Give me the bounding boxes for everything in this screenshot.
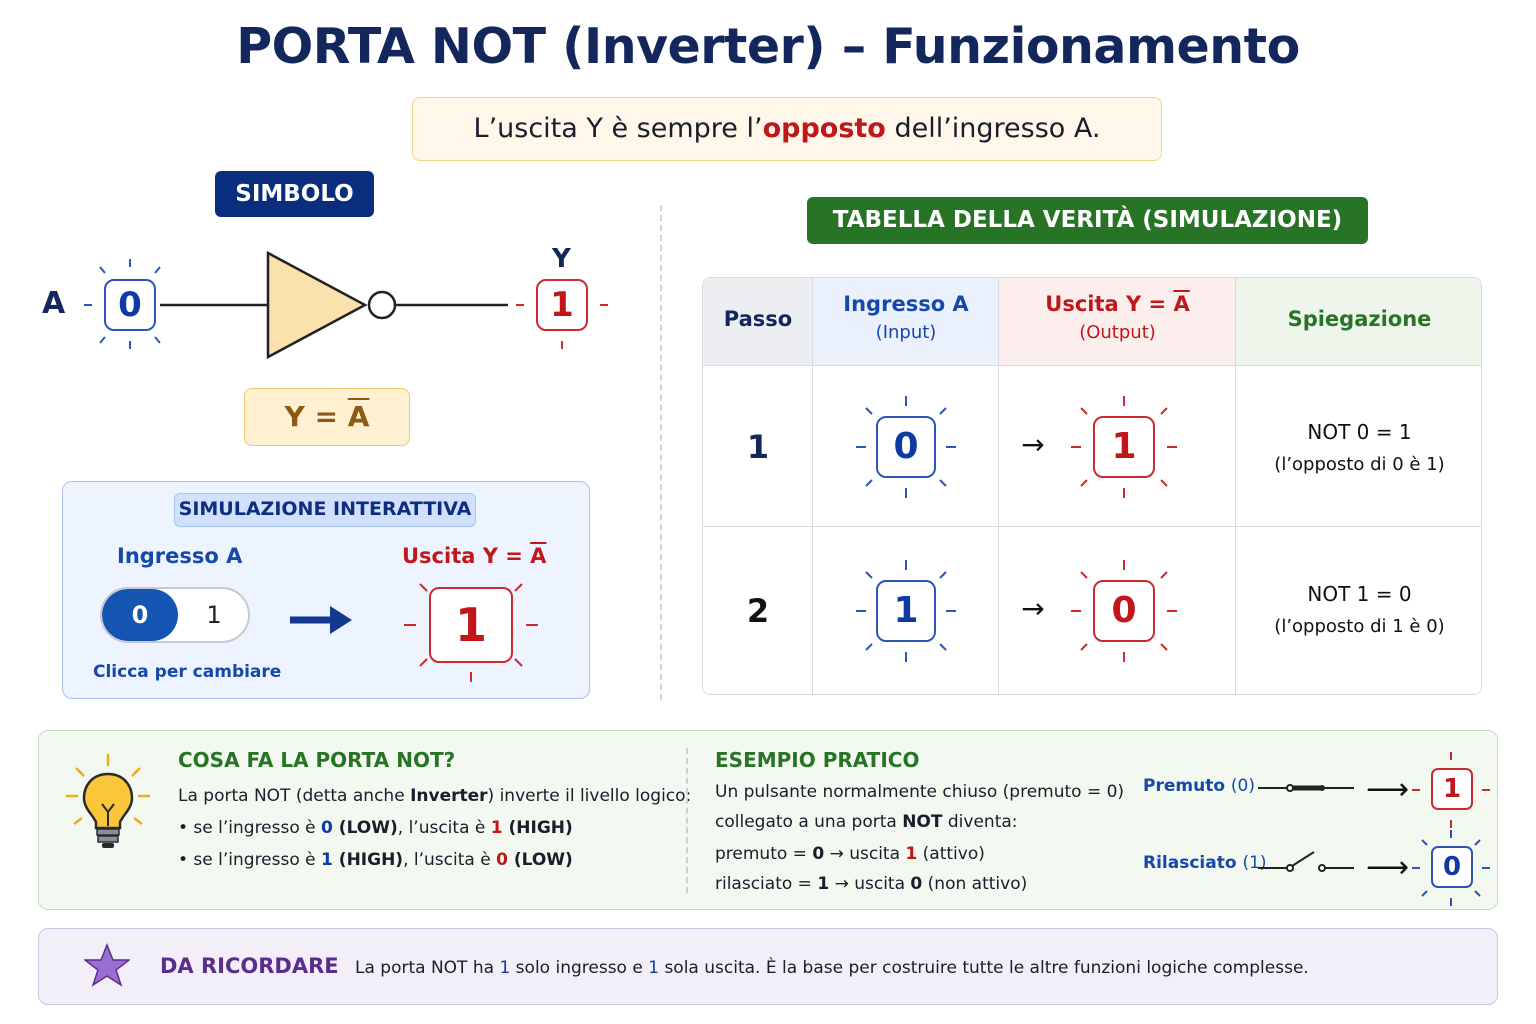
released-label-text: Rilasciato: [1143, 853, 1237, 873]
switch-closed-icon: [1258, 778, 1354, 798]
header-output-sub: (Output): [1079, 322, 1156, 343]
sim-hint: Clicca per cambiare: [93, 662, 282, 682]
pressed-label-val: (0): [1230, 776, 1256, 796]
header-output-text: [999, 292, 1236, 316]
row1-explanation-sub: (l’opposto di 0 è 1): [1274, 454, 1445, 475]
formula-box: [244, 388, 410, 446]
line3-v2: 1: [905, 844, 918, 864]
bullet-2-v2: 0: [496, 850, 508, 870]
header-input: [813, 278, 999, 366]
row1-arrow: →: [1021, 428, 1045, 461]
example-heading: ESEMPIO PRATICO: [715, 748, 920, 772]
bullet-1-v1: 0: [321, 818, 333, 838]
row1-step: 1: [746, 428, 770, 466]
gate-output-value: 1: [536, 279, 588, 331]
col-divider: [812, 278, 813, 695]
header-input-text: Ingresso A: [843, 292, 969, 316]
example-line-3: [715, 844, 985, 864]
row2-explanation-sub: (l’opposto di 1 è 0): [1274, 616, 1445, 637]
bullet-2-s2: (LOW): [507, 850, 573, 870]
what-does-intro: [178, 786, 691, 806]
sim-output-label-text: Uscita Y =: [402, 544, 523, 568]
header-step-text: Passo: [723, 307, 793, 331]
gate-input-value[interactable]: 0: [104, 279, 156, 331]
switch-open-icon: [1258, 850, 1354, 878]
example-line-1: Un pulsante normalmente chiuso (premuto = 0): [715, 782, 1125, 802]
simulation-pill: SIMULAZIONE INTERATTIVA: [174, 493, 476, 527]
header-output-label: Uscita Y =: [1045, 292, 1167, 316]
bullet-1-s2: (HIGH): [502, 818, 573, 838]
header-step: [703, 278, 813, 366]
subtitle-text-post: dell’ingresso A.: [885, 113, 1101, 144]
gate-output-label: Y: [552, 244, 571, 274]
line4-pre: rilasciato =: [715, 874, 818, 894]
bullet-2: [178, 850, 573, 870]
remember-heading: DA RICORDARE: [160, 954, 339, 978]
bullet-2-mid: , l’uscita è: [403, 850, 497, 870]
remember-n1: 1: [499, 958, 511, 978]
header-output-var: $\overline{A}$: [1173, 292, 1190, 316]
row1-input-value: 0: [876, 416, 936, 478]
bullet-1-mid: , l’uscita è: [397, 818, 491, 838]
line3-pre: premuto =: [715, 844, 813, 864]
formula-lhs: Y =: [284, 400, 339, 433]
remember-n2: 1: [648, 958, 660, 978]
released-label: [1143, 853, 1267, 873]
row2-arrow: →: [1021, 592, 1045, 625]
row2-input-value: 1: [876, 580, 936, 642]
col-divider: [998, 278, 999, 695]
example-line-2-post: diventa:: [942, 812, 1018, 832]
header-output: [999, 278, 1236, 366]
info-divider: [686, 748, 688, 893]
truth-table: [702, 277, 1482, 695]
line3-v1: 0: [812, 844, 825, 864]
pressed-label: [1143, 776, 1255, 796]
line4-post: (non attivo): [922, 874, 1028, 894]
line3-post: (attivo): [917, 844, 985, 864]
bullet-1-s1: (LOW): [332, 818, 398, 838]
row1-explanation: NOT 0 = 1: [1307, 420, 1412, 444]
intro-bold: Inverter: [410, 786, 488, 806]
pressed-label-text: Premuto: [1143, 776, 1225, 796]
page-title: PORTA NOT (Inverter) – Funzionamento: [236, 18, 1300, 75]
toggle-off-state[interactable]: 1: [206, 601, 222, 629]
sim-input-label: Ingresso A: [117, 544, 243, 568]
section-divider: [660, 205, 662, 700]
line3-mid: → uscita: [824, 844, 906, 864]
truth-table-pill: TABELLA DELLA VERITÀ (SIMULAZIONE): [807, 197, 1368, 244]
example-line-2: [715, 812, 1018, 832]
header-explanation: [1236, 278, 1482, 366]
released-label-val: (1): [1242, 853, 1267, 873]
toggle-on-state[interactable]: 0: [102, 589, 178, 641]
bullet-1-pre: • se l’ingresso è: [178, 818, 322, 838]
bullet-2-v1: 1: [321, 850, 333, 870]
what-does-heading: COSA FA LA PORTA NOT?: [178, 748, 456, 772]
row2-explanation: NOT 1 = 0: [1307, 582, 1412, 606]
row2-output-value: 0: [1093, 580, 1155, 642]
subtitle-highlight: opposto: [762, 113, 886, 144]
star-icon: [84, 943, 130, 987]
sim-output-label: [402, 544, 546, 568]
remember-post: sola uscita. È la base per costruire tutte le altre funzioni logiche complesse.: [659, 958, 1309, 978]
header-explanation-text: Spiegazione: [1287, 307, 1432, 331]
gate-input-label: A: [42, 286, 66, 321]
remember-mid: solo ingresso e: [510, 958, 649, 978]
symbol-pill: SIMBOLO: [215, 171, 374, 217]
bullet-1: [178, 818, 573, 838]
not-gate-icon: [160, 245, 520, 365]
remember-pre: La porta NOT ha: [355, 958, 500, 978]
line4-mid: → uscita: [829, 874, 911, 894]
lightbulb-icon: [64, 752, 152, 852]
subtitle-text-pre: L’uscita Y è sempre l’: [473, 113, 763, 144]
right-arrow-icon: [288, 602, 354, 638]
input-toggle[interactable]: [100, 587, 250, 643]
example-line-2-pre: collegato a una porta: [715, 812, 903, 832]
line4-v2: 0: [910, 874, 923, 894]
sim-output-value: 1: [429, 587, 513, 663]
example-line-2-bold: NOT: [902, 812, 943, 832]
header-input-sub: (Input): [875, 322, 937, 343]
example-line-4: [715, 874, 1027, 894]
row2-step: 2: [746, 592, 770, 630]
bullet-2-s1: (HIGH): [332, 850, 404, 870]
intro-pre: La porta NOT (detta anche: [178, 786, 411, 806]
row1-output-value: 1: [1093, 416, 1155, 478]
released-arrow: ⟶: [1366, 850, 1410, 885]
subtitle-banner: [412, 97, 1162, 161]
pressed-output-value: 1: [1431, 768, 1473, 810]
row-divider: [703, 526, 1482, 527]
bullet-1-v2: 1: [490, 818, 503, 838]
formula-rhs: $\overline{A}$: [347, 400, 370, 433]
remember-text: [355, 958, 1309, 978]
released-output-value: 0: [1431, 846, 1473, 888]
line4-v1: 1: [817, 874, 830, 894]
bullet-2-pre: • se l’ingresso è: [178, 850, 322, 870]
intro-post: ) inverte il livello logico:: [487, 786, 692, 806]
pressed-arrow: ⟶: [1366, 772, 1410, 807]
sim-output-label-var: $\overline{A}$: [530, 544, 547, 568]
